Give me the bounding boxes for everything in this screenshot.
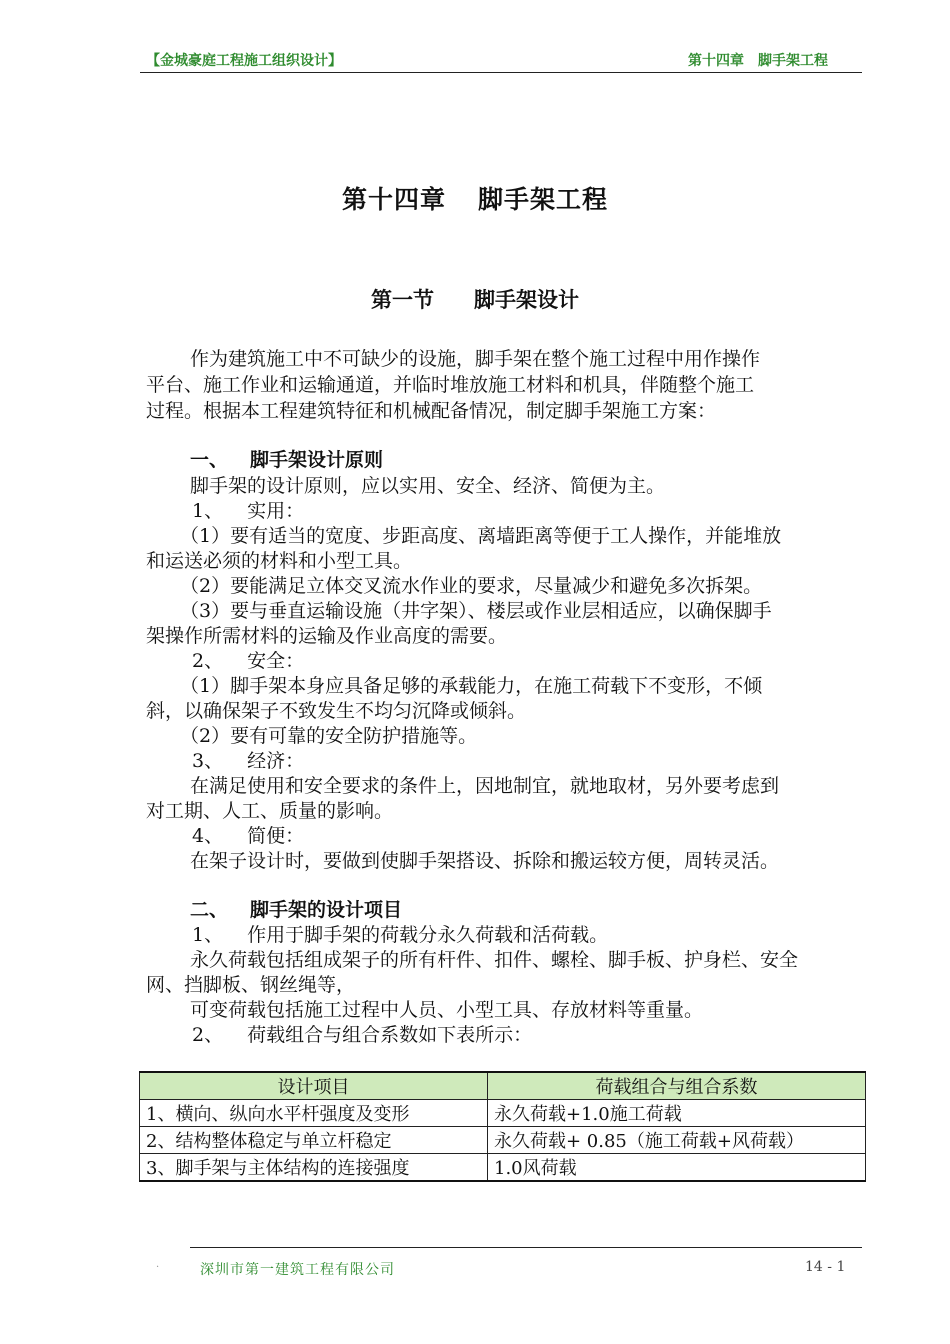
principle-1-title: 实用：	[247, 500, 305, 522]
principle-1-item-2: （2）要能满足立体交叉流水作业的要求，尽量减少和避免多次拆架。	[180, 575, 763, 597]
table-row	[140, 1154, 866, 1182]
table-cell-item: 3、脚手架与主体结构的连接强度	[140, 1154, 488, 1182]
item-1-number: 1、	[192, 924, 224, 946]
principle-2-heading	[192, 649, 304, 674]
principle-4-heading	[192, 824, 304, 849]
principle-2-title: 安全：	[247, 650, 305, 672]
principle-4-text: 在架子设计时，要做到使脚手架搭设、拆除和搬运较方便，周转灵活。	[190, 850, 780, 872]
chapter-name: 脚手架工程	[478, 185, 609, 214]
principle-1-item-3a: （3）要与垂直运输设施（井字架）、楼层或作业层相适应，以确保脚手	[180, 600, 772, 622]
principle-2-item-1a: （1）脚手架本身应具备足够的承载能力，在施工荷载下不变形，不倾	[180, 675, 763, 697]
items-heading	[190, 898, 402, 923]
principles-heading	[190, 448, 383, 473]
principle-3-title: 经济：	[247, 750, 305, 772]
chapter-number: 第十四章	[341, 185, 446, 214]
principles-heading-text: 脚手架设计原则	[250, 449, 384, 471]
principles-summary: 脚手架的设计原则，应以实用、安全、经济、简便为主。	[190, 475, 666, 497]
principle-3-text-a: 在满足使用和安全要求的条件上，因地制宜，就地取材，另外要考虑到	[190, 775, 780, 797]
intro-line-3: 过程。根据本工程建筑特征和机械配备情况，制定脚手架施工方案：	[146, 400, 717, 422]
table-cell-item: 1、横向、纵向水平杆强度及变形	[140, 1100, 488, 1127]
principle-1-item-1b: 和运送必须的材料和小型工具。	[146, 550, 413, 572]
footer-company: 深圳市第一建筑工程有限公司	[200, 1262, 395, 1278]
item-2-number: 2、	[192, 1024, 224, 1046]
item-1	[192, 923, 608, 948]
principle-1-item-3b: 架操作所需材料的运输及作业高度的需要。	[146, 625, 508, 647]
principles-heading-number: 一、	[190, 449, 229, 471]
principle-4-title: 简便：	[247, 825, 305, 847]
principle-2-item-2: （2）要有可靠的安全防护措施等。	[180, 725, 478, 747]
principle-4-number: 4、	[192, 825, 224, 847]
principle-3-number: 3、	[192, 750, 224, 772]
principle-3-heading	[192, 749, 304, 774]
load-combination-table	[139, 1071, 866, 1182]
principle-2-item-1b: 斜，以确保架子不致发生不均匀沉降或倾斜。	[146, 700, 527, 722]
intro-line-1: 作为建筑施工中不可缺少的设施，脚手架在整个施工过程中用作操作	[190, 348, 761, 370]
permanent-load-line-a: 永久荷载包括组成架子的所有杆件、扣件、螺栓、脚手板、护身栏、安全	[190, 949, 799, 971]
intro-line-2: 平台、施工作业和运输通道，并临时堆放施工材料和机具，伴随整个施工	[146, 374, 755, 396]
header-chapter-title: 第十四章 脚手架工程	[688, 53, 828, 69]
permanent-load-line-b: 网、挡脚板、钢丝绳等，	[146, 974, 356, 996]
principle-1-item-1a: （1）要有适当的宽度、步距高度、离墙距离等便于工人操作，并能堆放	[180, 525, 782, 547]
principle-1-heading	[192, 499, 304, 524]
principle-3-text-b: 对工期、人工、质量的影响。	[146, 800, 394, 822]
principle-1-number: 1、	[192, 500, 224, 522]
item-2-text: 荷载组合与组合系数如下表所示：	[247, 1024, 533, 1046]
header-document-title: 【金城豪庭工程施工组织设计】	[146, 53, 342, 69]
table-row	[140, 1100, 866, 1127]
table-header-item: 设计项目	[140, 1072, 488, 1100]
section-name: 脚手架设计	[474, 287, 579, 312]
section-title	[0, 284, 950, 314]
footer-page-number: 14 - 1	[805, 1259, 846, 1275]
item-1-text: 作用于脚手架的荷载分永久荷载和活荷载。	[247, 924, 609, 946]
footer-dot: ·	[156, 1262, 160, 1273]
table-cell-combination: 永久荷载+1.0施工荷载	[488, 1100, 866, 1127]
principle-2-number: 2、	[192, 650, 224, 672]
table-header-combination: 荷载组合与组合系数	[488, 1072, 866, 1100]
chapter-title	[0, 180, 950, 216]
items-heading-number: 二、	[190, 899, 229, 921]
table-row	[140, 1127, 866, 1154]
items-heading-text: 脚手架的设计项目	[250, 899, 403, 921]
table-header-row	[140, 1072, 866, 1100]
footer-divider	[190, 1247, 862, 1248]
section-number: 第一节	[371, 287, 434, 312]
table-cell-combination: 永久荷载+ 0.85（施工荷载+风荷载）	[488, 1127, 866, 1154]
table-cell-item: 2、结构整体稳定与单立杆稳定	[140, 1127, 488, 1154]
item-2	[192, 1023, 532, 1048]
header-divider	[140, 72, 862, 73]
variable-load-line: 可变荷载包括施工过程中人员、小型工具、存放材料等重量。	[190, 999, 704, 1021]
table-cell-combination: 1.0风荷载	[488, 1154, 866, 1182]
